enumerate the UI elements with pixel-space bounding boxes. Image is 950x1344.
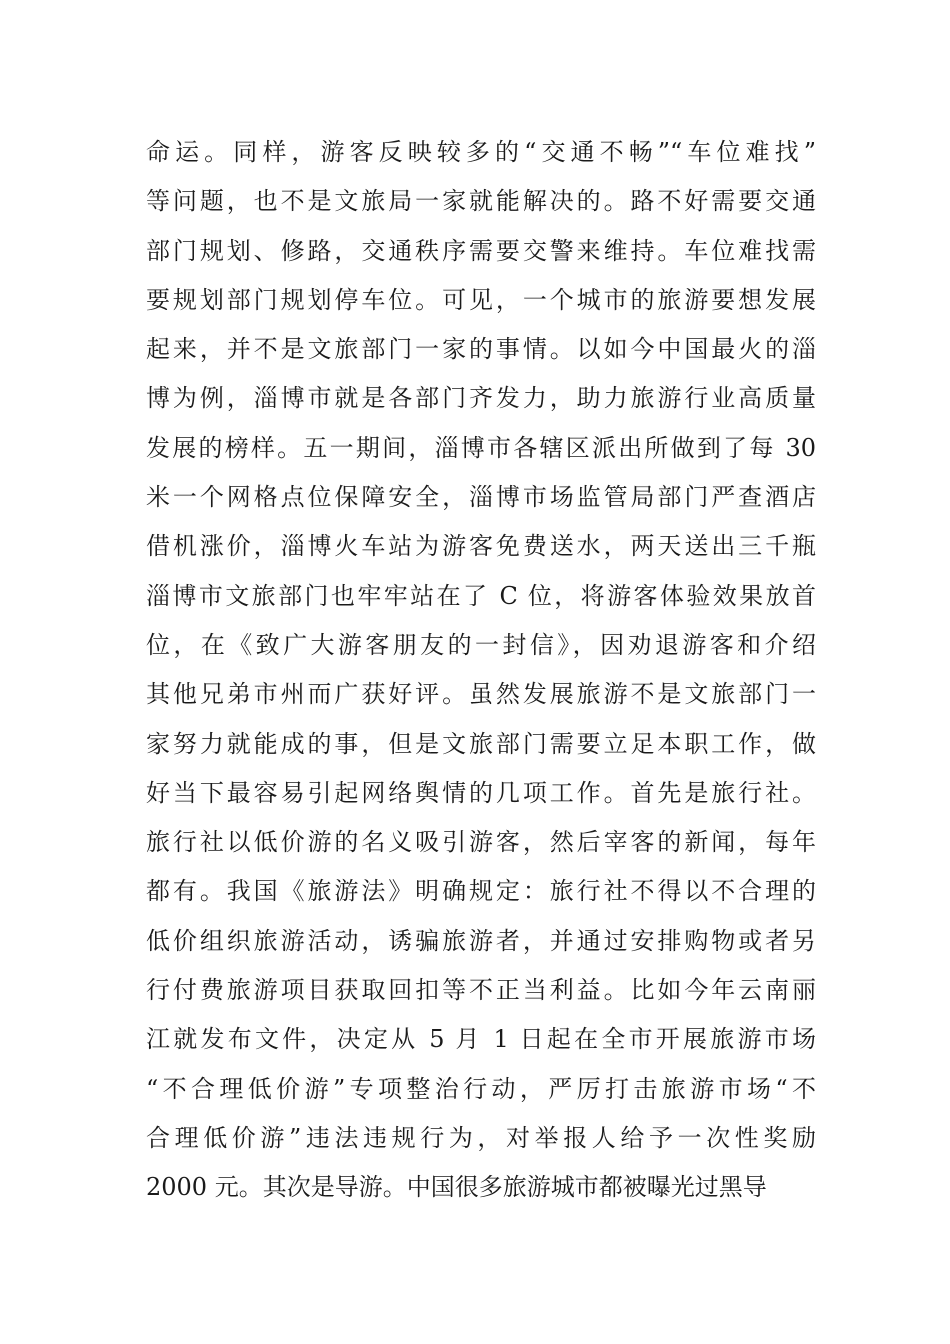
- text-line: 低价组织旅游活动，诱骗旅游者，并通过安排购物或者另: [146, 926, 816, 955]
- text-line: 发展的榜样。五一期间，淄博市各辖区派出所做到了每 30: [146, 433, 816, 462]
- text-line: 借机涨价，淄博火车站为游客免费送水，两天送出三千瓶: [146, 532, 816, 561]
- text-line: 位，在《致广大游客朋友的一封信》，因劝退游客和介绍: [146, 630, 816, 659]
- body-paragraph: [146, 128, 816, 1213]
- text-line: 起来，并不是文旅部门一家的事情。以如今中国最火的淄: [146, 335, 816, 364]
- text-line: 命运。同样，游客反映较多的“交通不畅”“车位难找”: [146, 138, 816, 166]
- text-line: 淄博市文旅部门也牢牢站在了 C 位，将游客体验效果放首: [146, 581, 816, 610]
- text-line: 米一个网格点位保障安全，淄博市场监管局部门严查酒店: [146, 483, 816, 512]
- text-line: 等问题，也不是文旅局一家就能解决的。路不好需要交通: [146, 187, 816, 216]
- text-line: 2000 元。其次是导游。中国很多旅游城市都被曝光过黑导: [146, 1173, 767, 1202]
- text-line: 合理低价游”违法违规行为，对举报人给予一次性奖励: [146, 1123, 816, 1152]
- text-line: 都有。我国《旅游法》明确规定：旅行社不得以不合理的: [146, 877, 816, 906]
- text-line: 部门规划、修路，交通秩序需要交警来维持。车位难找需: [146, 236, 816, 265]
- text-line: 要规划部门规划停车位。可见，一个城市的旅游要想发展: [146, 285, 816, 314]
- text-line: 好当下最容易引起网络舆情的几项工作。首先是旅行社。: [146, 778, 816, 807]
- text-line: 江就发布文件，决定从 5 月 1 日起在全市开展旅游市场: [146, 1025, 816, 1054]
- text-line: 家努力就能成的事，但是文旅部门需要立足本职工作，做: [146, 729, 816, 758]
- text-line: 旅行社以低价游的名义吸引游客，然后宰客的新闻，每年: [146, 828, 816, 857]
- text-line: “不合理低价游”专项整治行动，严厉打击旅游市场“不: [146, 1074, 816, 1103]
- text-line: 其他兄弟市州而广获好评。虽然发展旅游不是文旅部门一: [146, 680, 816, 709]
- text-line: 行付费旅游项目获取回扣等不正当利益。比如今年云南丽: [146, 976, 816, 1005]
- text-line: 博为例，淄博市就是各部门齐发力，助力旅游行业高质量: [146, 384, 816, 413]
